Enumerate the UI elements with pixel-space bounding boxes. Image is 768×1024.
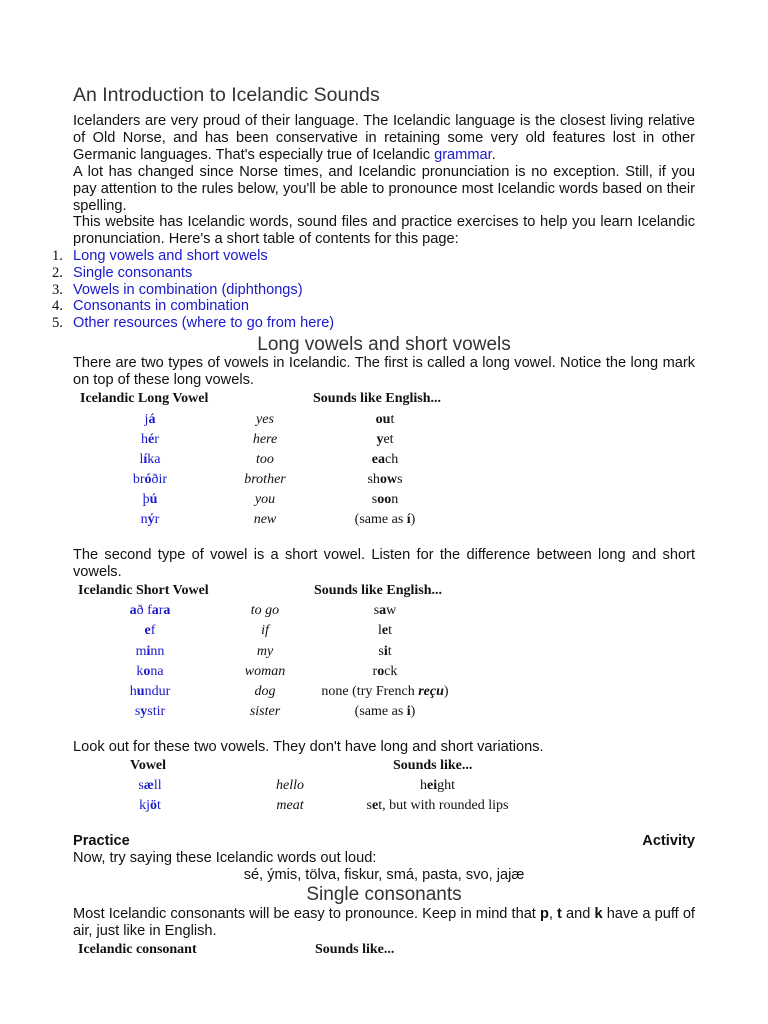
toc-item [52,265,334,282]
short-vowel-word[interactable]: kona [136,664,164,679]
long-table-header-sounds: Sounds like English... [313,391,442,406]
short-vowel-word[interactable]: minn [135,644,165,659]
toc-number: 5. [52,315,63,332]
short-vowel-word[interactable]: hundur [129,684,171,699]
toc-link-other-resources[interactable]: Other resources (where to go from here) [73,315,335,332]
long-vowel-meaning: too [256,452,274,467]
practice-instructions: Now, try saying these Icelandic words out loud: [73,850,377,866]
long-vowel-sound: each [371,452,399,467]
special-table-header-vowel: Vowel [130,758,167,773]
activity-label: Activity [642,833,695,849]
table-of-contents [52,248,334,332]
long-vowel-sound: shows [367,472,403,487]
toc-item [52,315,334,332]
special-vowel-meaning: hello [276,778,304,793]
short-vowel-meaning: dog [254,684,276,699]
special-vowel-sound: set, but with rounded lips [366,798,509,813]
toc-item [52,282,334,299]
special-vowel-word[interactable]: kjöt [139,798,161,813]
special-vowel-sound: height [420,778,455,793]
toc-link-long-vowels[interactable]: Long vowels and short vowels [73,248,268,264]
consonant-table-header-sounds: Sounds like... [315,942,395,957]
grammar-link[interactable]: grammar [434,146,492,163]
consonants-intro: Most Icelandic consonants will be easy to pronounce. Keep in mind that p, t and k have a puff of air, just like in English. [73,906,695,939]
long-vowels-intro: There are two types of vowels in Icelandic. The first is called a long vowel. Notice the long mark on top of these long vowels. [73,355,695,388]
long-table-header-vowel: Icelandic Long Vowel [80,391,209,406]
toc-number: 1. [52,248,63,264]
toc-link-diphthongs[interactable]: Vowels in combination (diphthongs) [73,281,303,298]
long-vowel-sound: out [375,412,395,427]
consonant-table-header: Icelandic consonant [78,942,197,957]
toc-item [52,298,334,315]
toc-number: 4. [52,298,63,315]
short-vowel-word[interactable]: ef [144,623,156,638]
short-vowel-meaning: woman [244,664,286,679]
long-vowel-meaning: new [253,512,277,527]
short-vowels-intro: The second type of vowel is a short vowel. Listen for the difference between long and short vowels. [73,547,695,580]
intro-paragraph-3: This website has Icelandic words, sound files and practice exercises to help you learn Icelandic pronunciation. Here's a short table of contents for this page: [73,214,695,247]
practice-label: Practice [73,833,130,849]
short-vowel-meaning: sister [249,704,281,719]
short-vowel-meaning: if [261,623,269,638]
short-vowel-sound: saw [373,603,397,618]
toc-number: 3. [52,281,63,298]
intro-text: Icelanders are very proud of their language. The Icelandic language is the closest living relative of Old Norse, and has been conservative in retaining some very old features lost in other Germanic languages. That's especially true of Icelandic [73,113,695,163]
special-vowel-word[interactable]: sæll [138,778,162,793]
long-vowel-word[interactable]: þú [142,492,158,507]
long-vowel-word[interactable]: nýr [140,512,160,527]
short-table-header-sounds: Sounds like English... [314,583,443,598]
long-vowel-word[interactable]: hér [141,432,159,447]
toc-link-consonant-combinations[interactable]: Consonants in combination [73,298,250,315]
short-vowel-sound: let [378,623,392,638]
toc-link-single-consonants[interactable]: Single consonants [73,264,193,281]
long-vowel-sound: (same as í) [354,512,416,527]
short-table-header-vowel: Icelandic Short Vowel [78,583,209,598]
long-vowel-word[interactable]: já [144,412,156,427]
long-vowel-word[interactable]: bróðir [132,472,168,487]
special-vowels-intro: Look out for these two vowels. They don't have long and short variations. [73,739,544,755]
short-vowel-sound: (same as i) [354,704,416,719]
long-vowel-sound: soon [371,492,399,507]
section-heading-long-short-vowels: Long vowels and short vowels [257,334,511,355]
short-vowel-meaning: my [256,644,274,659]
short-vowel-sound: rock [372,664,398,679]
special-table-header-sounds: Sounds like... [393,758,473,773]
intro-paragraph-1 [73,113,695,163]
toc-number: 2. [52,264,63,281]
long-vowel-meaning: you [254,492,276,507]
short-vowel-sound: none (try French reçu) [321,684,449,699]
section-heading-single-consonants: Single consonants [306,884,462,905]
special-vowel-meaning: meat [276,798,304,813]
short-vowel-word[interactable]: að fara [129,603,171,618]
long-vowel-meaning: yes [256,412,274,427]
page-title: An Introduction to Icelandic Sounds [73,84,380,106]
long-vowel-meaning: here [252,432,278,447]
short-vowel-meaning: to go [250,603,280,618]
long-vowel-word[interactable]: líka [139,452,161,467]
short-vowel-sound: sit [378,644,392,659]
long-vowel-meaning: brother [244,472,286,487]
practice-words: sé, ýmis, tölva, fiskur, smá, pasta, svo, jajæ [243,867,525,883]
long-vowel-sound: yet [376,432,394,447]
intro-paragraph-2: A lot has changed since Norse times, and Icelandic pronunciation is no exception. Still, if you pay attention to the rules below, you'll be able to pronounce most Icelandic words based on their spelling. [73,164,695,214]
toc-item [52,248,334,265]
intro-text-end: . [491,146,496,163]
short-vowel-word[interactable]: systir [134,704,166,719]
